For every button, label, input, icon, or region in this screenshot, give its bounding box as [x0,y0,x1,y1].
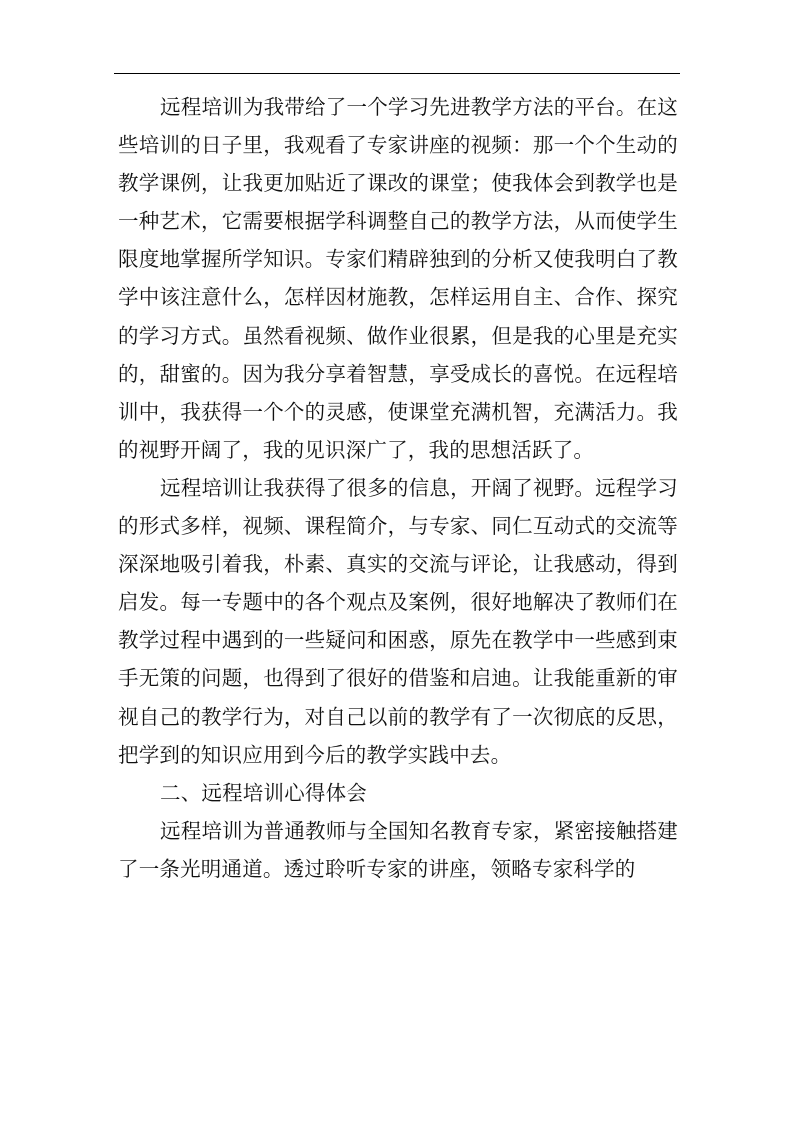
paragraph-2: 远程培训让我获得了很多的信息，开阔了视野。远程学习的形式多样，视频、课程简介，与专家、同仁互动式的交流等深深地吸引着我，朴素、真实的交流与评论，让我感动，得到启发。每一专题中的各个观点及案例，很好地解决了教师们在教学过程中遇到的一些疑问和困惑，原先在教学中一些感到束手无策的问题，也得到了很好的借鉴和启迪。让我能重新的审视自己的教学行为，对自己以前的教学有了一次彻底的反思，把学到的知识应用到今后的教学实践中去。 [118,475,678,767]
paragraph-3: 远程培训为普通教师与全国知名教育专家，紧密接触搭建了一条光明通道。透过聆听专家的讲座，领略专家科学的 [118,818,678,881]
header-rule [114,73,680,74]
paragraph-1: 远程培训为我带给了一个学习先进教学方法的平台。在这些培训的日子里，我观看了专家讲座的视频：那一个个生动的教学课例，让我更加贴近了课改的课堂；使我体会到教学也是一种艺术，它需要根据学科调整自己的教学方法，从而使学生限度地掌握所学知识。专家们精辟独到的分析又使我明白了教学中该注意什么，怎样因材施教，怎样运用自主、合作、探究的学习方式。虽然看视频、做作业很累，但是我的心里是充实的，甜蜜的。因为我分享着智慧，享受成长的喜悦。在远程培训中，我获得一个个的灵感，使课堂充满机智，充满活力。我的视野开阔了，我的见识深广了，我的思想活跃了。 [118,95,678,462]
section-heading: 二、远程培训心得体会 [160,780,367,805]
document-body [118,88,678,888]
